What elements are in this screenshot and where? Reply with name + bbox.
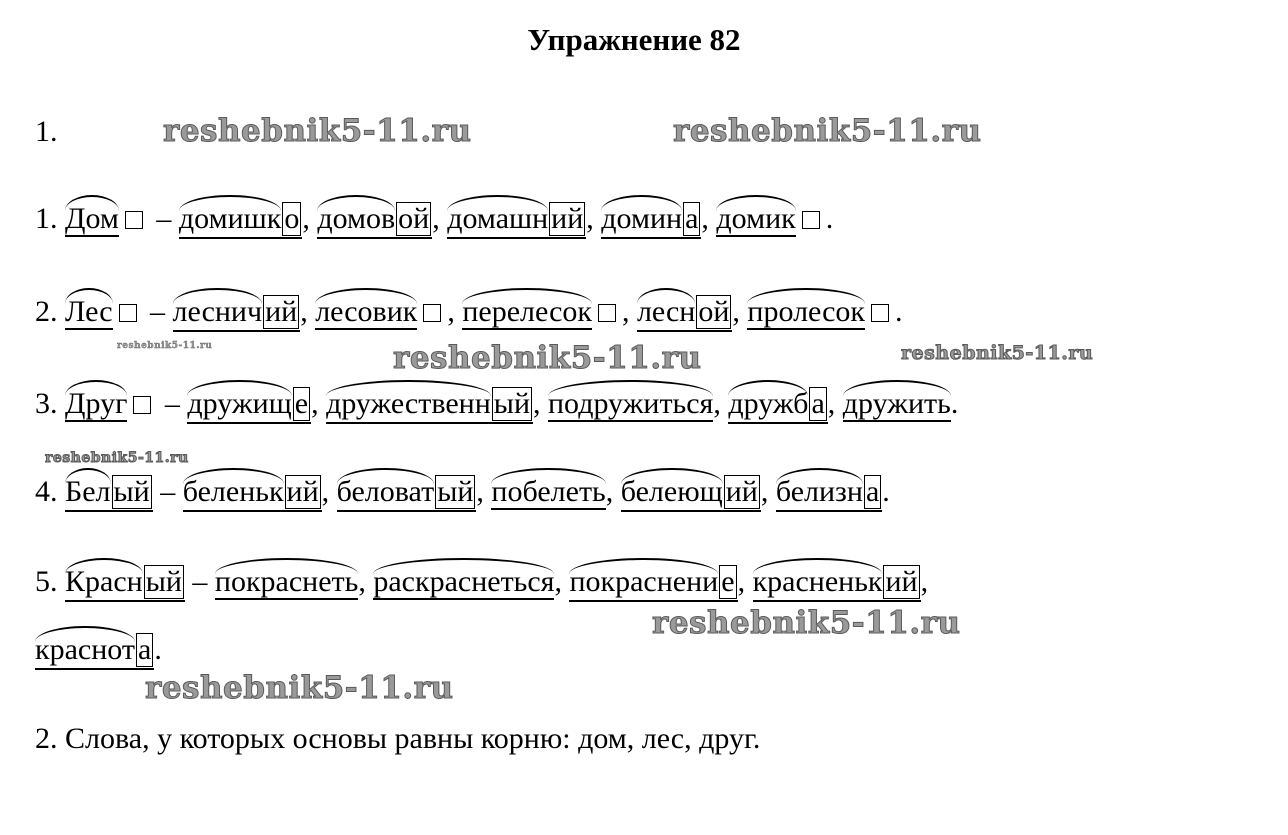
word-root: дружественн (326, 387, 491, 420)
dash: – (150, 295, 166, 328)
head-root: Друг (65, 387, 128, 420)
word-root: леснич (172, 295, 263, 328)
derived-word (215, 567, 358, 600)
derived-word (776, 475, 882, 512)
row-tail: . (825, 202, 834, 235)
derived-word (753, 565, 921, 602)
null-ending-box (423, 304, 441, 322)
null-ending-box (871, 304, 889, 322)
row-number: 1. (35, 202, 58, 235)
derived-word (716, 204, 795, 237)
null-ending-box (125, 211, 143, 229)
word-root: дружищ (187, 387, 292, 420)
row-number: 3. (35, 387, 58, 420)
word-root: покраснени (569, 565, 719, 598)
analysis-row-4: 4. Бел ый – беленьк ий , беловат ый , побелеть, белеющ ий , белизн а . (35, 475, 890, 512)
word-ending: ий (551, 202, 584, 235)
head-ending: ый (145, 565, 182, 598)
word-root: пролесок (747, 295, 866, 328)
derived-word (569, 565, 737, 602)
dash: – (156, 202, 172, 235)
null-ending-box (119, 304, 137, 322)
null-ending-box (598, 304, 616, 322)
word-ending: ий (265, 295, 298, 328)
row-number: 2. (35, 295, 58, 328)
word-root: подружиться (548, 387, 714, 420)
derived-word (173, 295, 301, 332)
word-ending: ий (725, 475, 758, 508)
head-word (65, 204, 119, 237)
word-root: побелеть (491, 475, 606, 508)
word-ending: ый (437, 475, 474, 508)
row-tail: . (950, 387, 959, 420)
row-number: 5. (35, 565, 58, 598)
word-root: красненьк (752, 565, 883, 598)
head-root: Бел (65, 475, 111, 508)
word-root: раскраснеться (373, 565, 555, 598)
word-root: белеющ (620, 475, 723, 508)
derived-word (747, 297, 865, 330)
watermark: reshebnik5-11.ru (652, 605, 961, 641)
row-tail: . (895, 295, 903, 328)
derived-word (317, 202, 432, 239)
word-root: перелесок (462, 295, 592, 328)
word-root: дружить (842, 387, 951, 420)
derived-word (337, 475, 477, 512)
word-ending: е (721, 565, 735, 598)
word-ending: ий (885, 565, 918, 598)
watermark: reshebnik5-11.ru (145, 670, 454, 706)
derived-word (187, 387, 311, 424)
analysis-row-3: 3. Друг – дружищ е , дружественн ый , подружиться, дружб а , дружить. (35, 387, 958, 424)
watermark: reshebnik5-11.ru (163, 113, 472, 149)
watermark: reshebnik5-11.ru (393, 340, 702, 376)
word-ending: а (137, 633, 152, 666)
derived-word (315, 297, 417, 330)
analysis-row-2: 2. Лес – леснич ий , лесовик , перелесок , лесн ой , пролесок . (35, 295, 903, 332)
derived-word (621, 475, 761, 512)
word-root: беленьк (182, 475, 284, 508)
head-root: Красн (65, 565, 143, 598)
watermark: reshebnik5-11.ru (673, 113, 982, 149)
derived-word (373, 567, 554, 600)
word-root: домишк (178, 202, 282, 235)
derived-word (35, 633, 154, 670)
word-root: краснот (35, 633, 135, 666)
row-number: 4. (35, 475, 58, 508)
null-ending-box (133, 396, 151, 414)
page-title: Упражнение 82 (527, 22, 741, 57)
head-word (65, 389, 127, 422)
word-root: домашн (447, 202, 549, 235)
watermark: reshebnik5-11.ru (45, 450, 189, 466)
word-root: домов (317, 202, 396, 235)
head-word (65, 297, 113, 330)
word-ending: ой (698, 295, 730, 328)
word-ending: а (865, 475, 880, 508)
word-ending: ой (398, 202, 430, 235)
derived-word (462, 297, 592, 330)
word-root: белизн (775, 475, 863, 508)
word-root: лесн (636, 295, 696, 328)
derived-word (326, 387, 533, 424)
head-word (65, 475, 153, 512)
head-word (65, 565, 185, 602)
dash: – (160, 475, 176, 508)
row-tail: . (154, 633, 162, 666)
head-root: Лес (65, 295, 113, 328)
word-root: домин (601, 202, 683, 235)
word-root: домик (716, 202, 796, 235)
derived-word (601, 202, 701, 239)
word-root: беловат (336, 475, 435, 508)
derived-word (843, 389, 951, 422)
derived-word (637, 295, 732, 332)
part2-answer: 2. Слова, у которых основы равны корню: дом, лес, друг. (35, 722, 761, 755)
null-ending-box (802, 211, 820, 229)
word-ending: а (811, 387, 825, 420)
word-ending: о (284, 202, 300, 235)
derived-word (728, 387, 827, 424)
derived-word (447, 202, 586, 239)
derived-word (491, 477, 605, 510)
derived-word (183, 475, 322, 512)
dash: – (164, 387, 180, 420)
word-ending: ый (493, 387, 530, 420)
watermark: reshebnik5-11.ru (901, 342, 1094, 364)
head-root: Дом (65, 202, 119, 235)
row-tail: . (882, 475, 890, 508)
analysis-row-5-continuation (35, 633, 162, 670)
derived-word (548, 389, 713, 422)
word-root: лесовик (315, 295, 418, 328)
head-ending: ый (113, 475, 150, 508)
watermark: reshebnik5-11.ru (117, 341, 213, 351)
word-ending: ий (286, 475, 319, 508)
word-ending: е (294, 387, 309, 420)
dash: – (192, 565, 208, 598)
word-root: покраснеть (214, 565, 359, 598)
analysis-row-5: 5. Красн ый – покраснеть, раскраснеться, покраснени е , красненьк ий , (35, 565, 928, 602)
word-root: дружб (728, 387, 809, 420)
word-ending: а (685, 202, 699, 235)
analysis-row-1: 1. Дом – домишк о , домов ой , домашн ий , домин а , домик . (35, 202, 833, 239)
part1-number: 1. (35, 115, 58, 148)
derived-word (179, 202, 302, 239)
